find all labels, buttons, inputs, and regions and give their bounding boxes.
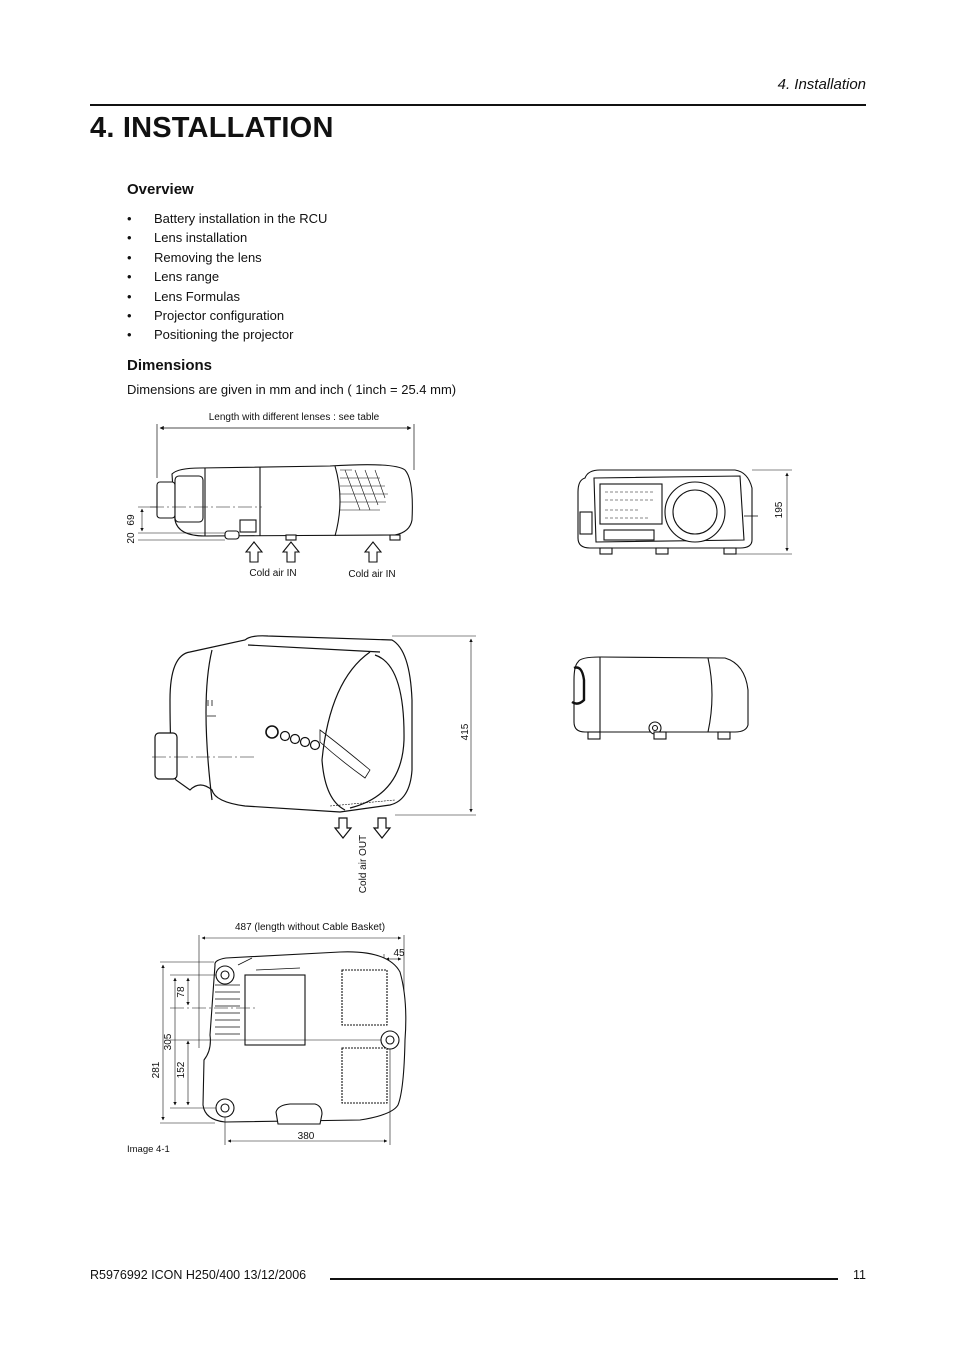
running-header: 4. Installation <box>777 76 866 93</box>
bottom-view-drawing <box>160 935 406 1145</box>
bullet: • <box>127 230 132 246</box>
bottom-length-label: 487 (length without Cable Basket) <box>234 922 386 933</box>
bullet: • <box>127 327 132 343</box>
dim-69-label: 69 <box>126 514 137 526</box>
bullet: • <box>127 269 132 285</box>
top-view-drawing <box>152 636 476 838</box>
bullet: • <box>127 307 132 323</box>
dim-20-label: 20 <box>126 532 137 544</box>
dimensions-intro: Dimensions are given in mm and inch ( 1inch = 25.4 mm) <box>127 382 457 397</box>
cold-air-in-label-2: Cold air IN <box>348 569 396 580</box>
footer-rule <box>330 1278 838 1280</box>
footer-page-number: 11 <box>853 1268 866 1282</box>
bullet: • <box>127 211 132 226</box>
list-item-text: Projector configuration <box>154 307 285 323</box>
dim-78-label: 78 <box>176 986 187 998</box>
chapter-title: 4. INSTALLATION <box>90 112 334 144</box>
dim-281-label: 281 <box>151 1061 162 1079</box>
side-view-drawing <box>138 424 414 562</box>
image-caption: Image 4-1 <box>127 1144 170 1155</box>
bullet: • <box>127 249 132 265</box>
dim-415-label: 415 <box>460 723 471 741</box>
list-item-text: Battery installation in the RCU <box>154 211 328 226</box>
dim-305-label: 305 <box>163 1033 174 1051</box>
dim-45-label: 45 <box>393 948 405 959</box>
dimensions-heading: Dimensions <box>127 357 213 374</box>
cold-air-out-label: Cold air OUT <box>358 834 369 894</box>
list-item-text: Removing the lens <box>154 249 262 265</box>
list-item-text: Lens range <box>154 269 220 285</box>
list-item-text: Positioning the projector <box>154 327 294 343</box>
overview-heading: Overview <box>127 181 194 198</box>
rear-view-drawing <box>578 470 792 554</box>
front-view-drawing <box>572 657 748 739</box>
side-length-label: Length with different lenses : see table <box>208 412 380 423</box>
footer-doc-reference: R5976992 ICON H250/400 13/12/2006 <box>90 1268 307 1282</box>
dim-380-label: 380 <box>297 1131 315 1142</box>
list-item-text: Lens installation <box>154 230 248 246</box>
dim-152-label: 152 <box>176 1061 187 1079</box>
bullet: • <box>127 288 132 304</box>
cold-air-in-label-1: Cold air IN <box>249 568 297 579</box>
dim-195-label: 195 <box>774 501 785 519</box>
list-item-text: Lens Formulas <box>154 288 240 304</box>
